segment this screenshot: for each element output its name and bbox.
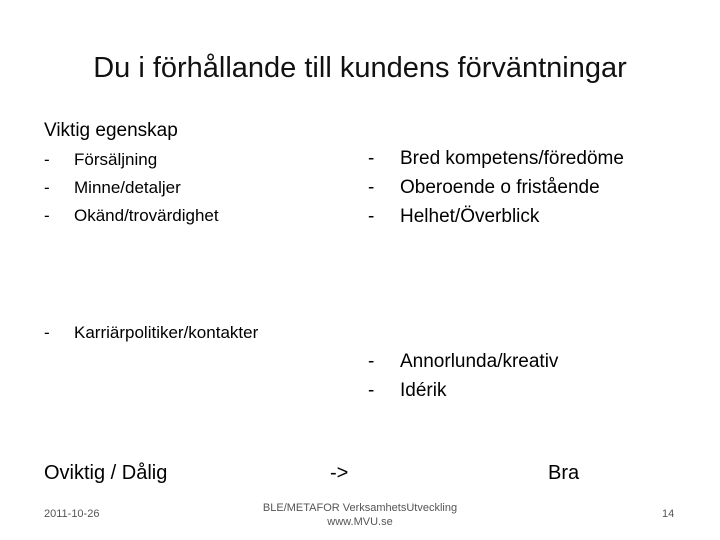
- list-item-text: Okänd/trovärdighet: [74, 206, 219, 225]
- list-item-text: Minne/detaljer: [74, 178, 181, 197]
- slide-title: Du i förhållande till kundens förväntningar: [93, 52, 627, 84]
- scale-arrow: ->: [330, 462, 349, 484]
- bullet-dash: -: [44, 206, 50, 225]
- list-item: [44, 319, 258, 347]
- list-item-text: Oberoende o fristående: [400, 177, 600, 198]
- list-item-text: Karriärpolitiker/kontakter: [74, 323, 259, 342]
- left-bullet-list-2: [44, 319, 258, 347]
- bullet-dash: -: [368, 177, 375, 198]
- bullet-dash: -: [368, 351, 375, 372]
- list-item-text: Annorlunda/kreativ: [400, 351, 559, 372]
- right-bullet-list-2: [368, 347, 558, 405]
- list-item: [368, 376, 558, 405]
- list-item: [44, 146, 219, 174]
- bullet-dash: -: [368, 148, 375, 169]
- bullet-dash: -: [44, 178, 50, 197]
- bullet-dash: -: [44, 150, 50, 169]
- footer-website: www.MVU.se: [327, 516, 393, 528]
- bullet-dash: -: [368, 380, 375, 401]
- list-item-text: Idérik: [400, 380, 447, 401]
- list-item-text: Bred kompetens/föredöme: [400, 148, 624, 169]
- right-bullet-list: [368, 144, 624, 231]
- list-item-text: Helhet/Överblick: [400, 206, 540, 227]
- list-item-text: Försäljning: [74, 150, 158, 169]
- scale-left-label: Oviktig / Dålig: [44, 462, 168, 484]
- list-item: [368, 144, 624, 173]
- page-number: 14: [662, 508, 675, 520]
- bullet-dash: -: [44, 323, 50, 342]
- left-bullet-list: [44, 146, 219, 230]
- scale-right-label: Bra: [548, 462, 580, 484]
- list-item: [368, 173, 624, 202]
- list-item: [44, 174, 219, 202]
- footer-date: 2011-10-26: [44, 508, 100, 520]
- bullet-dash: -: [368, 206, 375, 227]
- footer-company: BLE/METAFOR VerksamhetsUtveckling: [262, 502, 458, 514]
- footer-center: [240, 501, 480, 529]
- list-item: [44, 202, 219, 230]
- list-item: [368, 202, 624, 231]
- section-heading: Viktig egenskap: [44, 120, 178, 141]
- list-item: [368, 347, 558, 376]
